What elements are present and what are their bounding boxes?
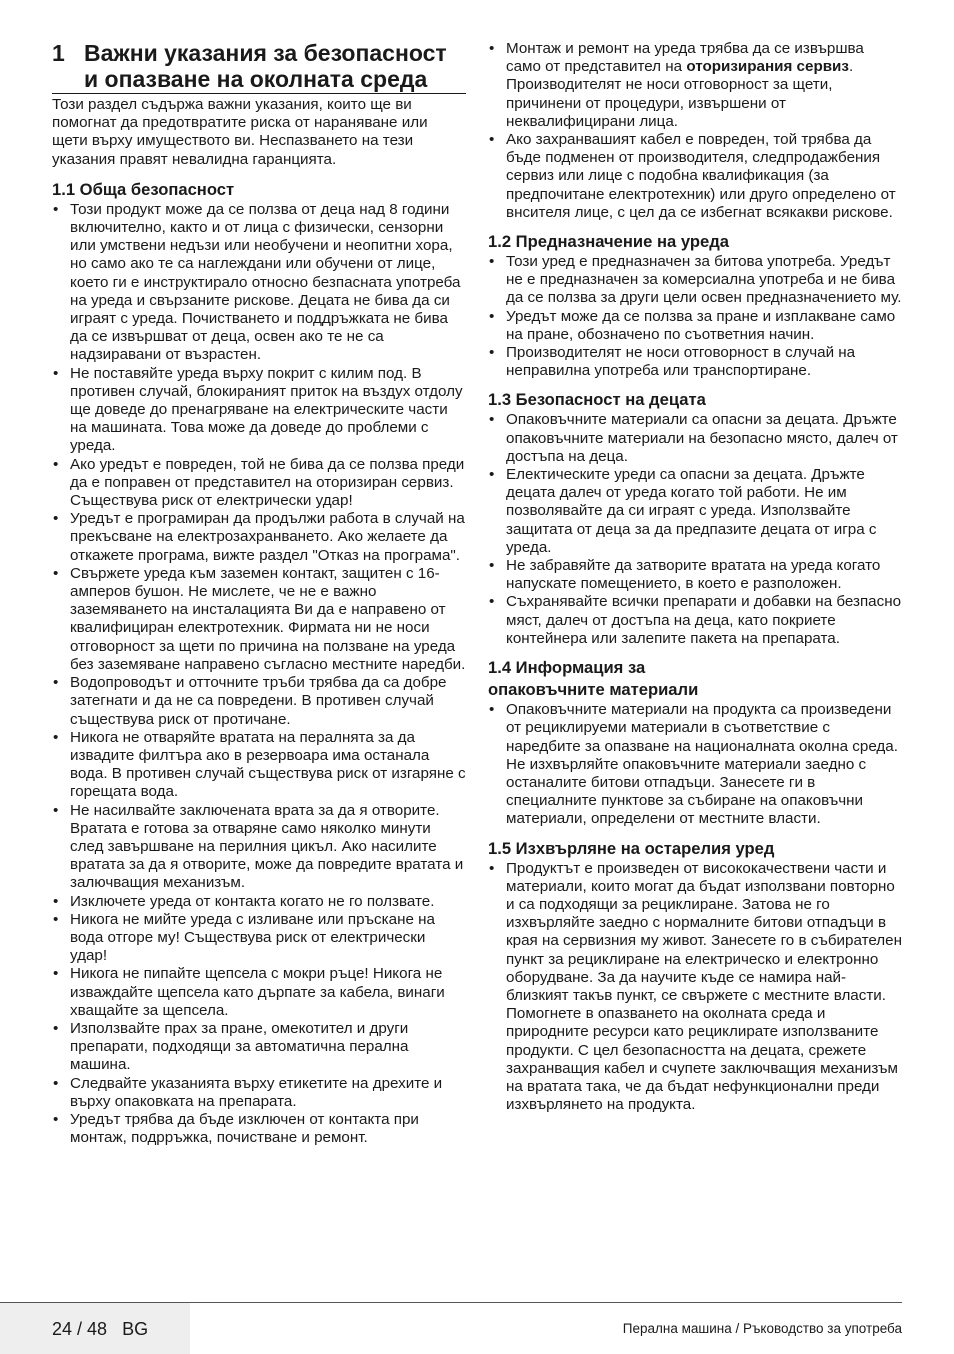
- packaging-list: [488, 701, 902, 828]
- section-heading-packaging: [488, 657, 902, 701]
- list-item: [488, 40, 902, 131]
- list-item: • Уредът трябва да бъде изключен от контакта при монтаж, подрръжка, почистване и ремонт.: [52, 1111, 466, 1147]
- packaging-heading-line1: 1.4 Информация за: [488, 658, 646, 678]
- title-divider: [52, 93, 466, 94]
- list-item: • Никога не пипайте щепсела с мокри ръце! Никога не изваждайте щепсела като дърпате за кабела, винаги хващайте за щепсела.: [52, 965, 466, 1020]
- section-heading-general-safety: 1.1 Обща безопасност: [52, 179, 235, 199]
- page-counter: 24 / 48: [52, 1319, 108, 1339]
- section-heading-child-safety: 1.3 Безопасност на децата: [488, 390, 706, 410]
- intended-use-list: [488, 253, 902, 380]
- chapter-title: Важни указания за безопасност и опазване на околната среда: [84, 40, 447, 92]
- list-item: • Ако уредът е повреден, той не бива да се ползва преди да е поправен от представител на оторизиран сервиз. Съществува риск от електрически удар!: [52, 456, 466, 511]
- list-item: • Изключете уреда от контакта когато не го ползвате.: [52, 893, 466, 911]
- list-item: • Уредът е програмиран да продължи работа в случай на прекъсване на електрозахранването. Ако желаете да откажете програма, вижте раздел "Отказ на програма".: [52, 510, 466, 565]
- list-item: • Никога не мийте уреда с изливане или пръскане на вода отгоре му! Съществува риск от електрически удар!: [52, 911, 466, 966]
- list-item: • Електическите уреди са опасни за децата. Дръжте децата далеч от уреда когато той работи. Не им позволявайте да си играят с уреда. Използвайте защитата от деца за да предпазите децата от игра с уреда.: [488, 466, 902, 557]
- child-safety-list: [488, 411, 902, 648]
- general-safety-list: [52, 201, 466, 1148]
- list-item: • Уредът може да се ползва за пране и изплакване само на пране, обозначено по съответния начин.: [488, 308, 902, 344]
- disposal-list: [488, 860, 902, 1115]
- list-item: • Никога не отваряйте вратата на пералнята за да извадите филтъра ако в резервоара има останала вода. В противен случай съществува риск от изгаряне с горещата вода.: [52, 729, 466, 802]
- list-item: • Следвайте указанията върху етикетите на дрехите и върху опаковката на препарата.: [52, 1075, 466, 1111]
- intro-paragraph: Този раздел съдържа важни указания, които ще ви помогнат да предотвратите риска от нараняване или щети върху имуществото ви. Неспазването на тези указания правят невалидна гаранцията.: [52, 96, 428, 168]
- service-text-after: . Производителят не носи отговорност за щети, причинени от процедури, извършени от неквалифицирани лица.: [506, 58, 854, 130]
- list-item: • Продуктът е произведен от висококачествени части и материали, които могат да бъдат използвани повторно и са подходящи за рециклиране. Затова не го изхвърляйте заедно с нормалните битови отпадъци в края на сервизния му живот. Занесете го в събирателен пункт за рециклиране на електрическо и електронно оборудване. За да научите къде се намира най-близкият такъв пункт, се свържете с местните власти. Помогнете в опазването на околната среда и природните ресурси като рециклирате използваните продукти. С цел безопасността на децата, срежете захранващия кабел и счупете заключващия механизъм на вратата така, че да бъдат нефункционални преди изхвърлянето на продукта.: [488, 860, 902, 1115]
- list-item: • Този уред е предназначен за битова употреба. Уредът не е предназначен за комерсиална употреба и не бива да се ползва за други цели освен предназначението му.: [488, 253, 902, 308]
- chapter-number: 1: [52, 40, 65, 66]
- list-item: • Използвайте прах за пране, омекотител и други препарати, подходящи за автоматична перална машина.: [52, 1020, 466, 1075]
- list-item: • Този продукт може да се ползва от деца над 8 години включително, както и от лица с физически, сензорни или умствени недъзи или необучени и неопитни хора, но само ако те са наглеждани или обучени от лице, което ги е инструктирало относно безпасната употреба на уреда и свързаните рискове. Децата не бива да си играят с уреда. Почистването и поддръжката не бива да се извършват от деца, освен ако те не са надзиравани от възрастен.: [52, 201, 466, 365]
- service-text-before: Монтаж и ремонт на уреда трябва да се извършва само от представител на: [506, 40, 864, 76]
- page-number: [52, 1318, 148, 1340]
- left-column: [52, 40, 466, 1147]
- list-item: • Свържете уреда към заземен контакт, защитен с 16-амперов бушон. Не мислете, че не е важно заземяването на инсталацията Ви да е направено от квалифициран електротехник. Фирмата ни не носи отговорност за щети по причина на ползване на уреда без заземяване направено съгласно местните наредби.: [52, 565, 466, 674]
- list-item: • Ако захранвашият кабел е повреден, той трябва да бъде подменен от производителя, следпродажбения сервиз или лице с подобна квалификация (за предпочитане електротехник) или друго определено от внсителя лице, с цел да се избегнат всякакви рискове.: [488, 131, 902, 222]
- language-code: BG: [122, 1319, 149, 1339]
- right-column: [488, 40, 902, 1114]
- section-heading-intended-use: 1.2 Предназначение на уреда: [488, 232, 729, 252]
- list-item: • Не забравяйте да затворите вратата на уреда когато напускате помещението, в което е разположен.: [488, 557, 902, 593]
- list-item: • Опаковъчните материали на продукта са произведени от рециклируеми материали в съответствие с наредбите за опазване на националната околна среда. Не изхвърляйте опаковъчните материали заедно с останалите битови отпадъци. Занесете ги в специалните пунктове за събиране на опаковъчни материали, определени от местните власти.: [488, 701, 902, 828]
- page-title: [52, 40, 466, 93]
- list-item: • Опаковъчните материали са опасни за децата. Дръжте опаковъчните материали на безопасно място, далеч от достъпа на деца.: [488, 411, 902, 466]
- list-item: • Производителят не носи отговорност в случай на неправилна употреба или транспортиране.: [488, 344, 902, 380]
- list-item: • Съхранявайте всички препарати и добавки на безпасно мяст, далеч от достъпа на деца, като покриете контейнера или залепите пакета на препарата.: [488, 593, 902, 648]
- document-title: Перална машина / Ръководство за употреба: [622, 1321, 902, 1336]
- list-item: • Не поставяйте уреда върху покрит с килим под. В противен случай, блокираният приток на въздух отдолу ще доведе до пренагряване на електрическите части на машината. Това може да доведе до проблеми с уреда.: [52, 365, 466, 456]
- packaging-heading-line2: опаковъчните материали: [488, 680, 699, 700]
- list-item: • Не насилвайте заключената врата за да я отворите. Вратата е готова за отваряне само няколко минути след завършване на перилния цикъл. Ако насилите вратата за да я отворите, може да повредите вратата и залючващия механизъм.: [52, 802, 466, 893]
- authorized-service-text: оторизирания сервиз: [686, 58, 849, 76]
- section-heading-disposal: 1.5 Изхвърляне на остарелия уред: [488, 838, 775, 858]
- general-safety-list-continued: [488, 40, 902, 222]
- list-item: • Водопроводът и отточните тръби трябва да са добре затегнати и да не са повредени. В противен случай съществува риск от протичане.: [52, 674, 466, 729]
